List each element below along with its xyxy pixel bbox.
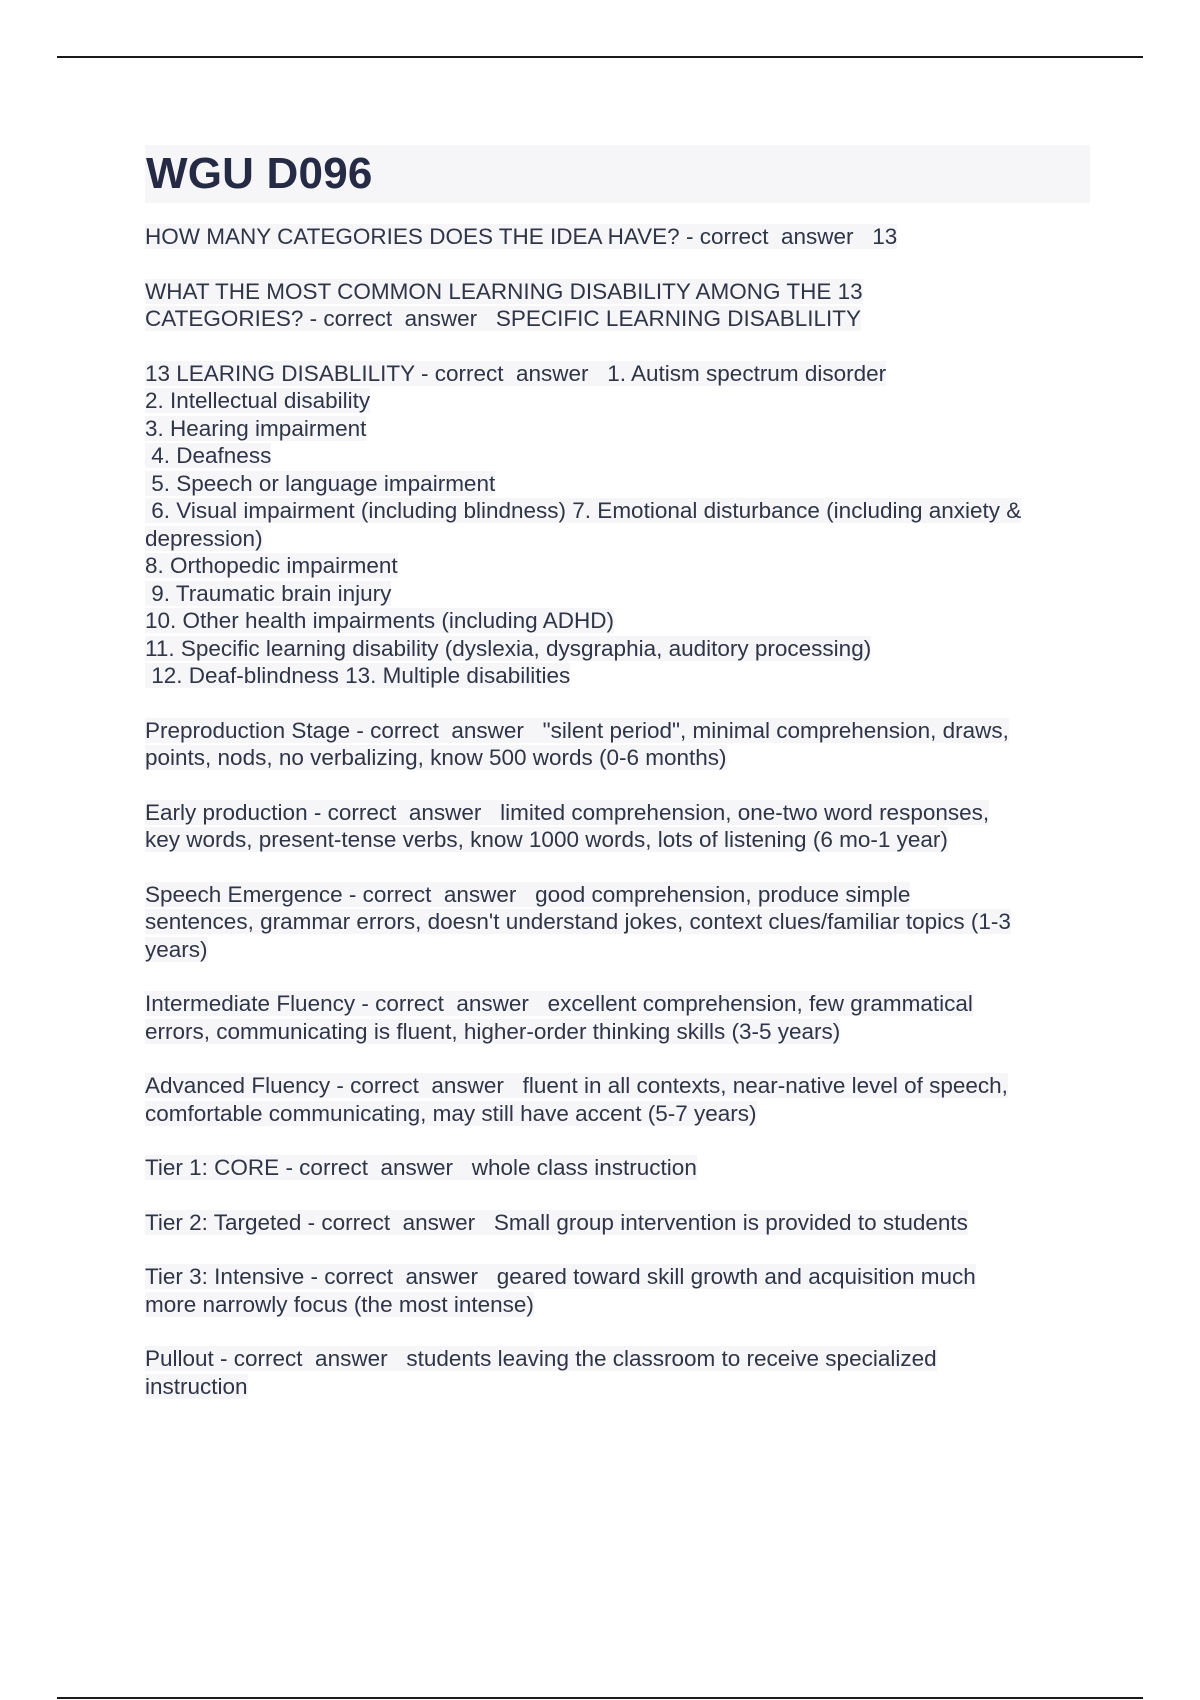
qa-line — [145, 497, 1090, 525]
qa-item — [145, 1209, 1090, 1237]
qa-line-text: Speech Emergence - correct answer good comprehension, produce simple — [145, 881, 911, 907]
qa-line — [145, 305, 1090, 333]
qa-line — [145, 717, 1090, 745]
qa-item — [145, 1072, 1090, 1127]
qa-line-text: points, nods, no verbalizing, know 500 words (0-6 months) — [145, 745, 727, 770]
qa-line-text: sentences, grammar errors, doesn't understand jokes, context clues/familiar topics (1-3 — [145, 909, 1011, 934]
qa-line-text: 10. Other health impairments (including ADHD) — [145, 608, 614, 633]
qa-line-text: Early production - correct answer limited comprehension, one-two word responses, — [145, 799, 990, 825]
qa-line-text: 8. Orthopedic impairment — [145, 553, 398, 578]
qa-line-text: 11. Specific learning disability (dyslexia, dysgraphia, auditory processing) — [145, 635, 872, 661]
qa-line-text: Tier 1: CORE - correct answer whole class instruction — [145, 1155, 697, 1180]
qa-line-text: 2. Intellectual disability — [145, 388, 371, 413]
qa-line — [145, 1100, 1090, 1128]
qa-line-text: years) — [145, 936, 208, 962]
qa-line — [145, 1154, 1090, 1182]
qa-item — [145, 881, 1090, 964]
qa-line-text: instruction — [145, 1373, 248, 1399]
qa-line-text: Advanced Fluency - correct answer fluent in all contexts, near-native level of speech, — [145, 1073, 1008, 1098]
qa-line — [145, 936, 1090, 964]
qa-line — [145, 223, 1090, 251]
qa-item — [145, 799, 1090, 854]
qa-line-text: Pullout - correct answer students leaving the classroom to receive specialized — [145, 1346, 937, 1371]
qa-line — [145, 1345, 1090, 1373]
qa-line-text: 3. Hearing impairment — [145, 415, 367, 441]
qa-line-text: more narrowly focus (the most intense) — [145, 1291, 534, 1317]
qa-line-text: 6. Visual impairment (including blindness) 7. Emotional disturbance (including anxiety & — [145, 498, 1022, 523]
qa-line — [145, 470, 1090, 498]
qa-line-text: comfortable communicating, may still have accent (5-7 years) — [145, 1100, 757, 1126]
qa-item — [145, 1154, 1090, 1182]
qa-line — [145, 442, 1090, 470]
qa-line — [145, 1018, 1090, 1046]
qa-item — [145, 223, 1090, 251]
qa-line-text: Intermediate Fluency - correct answer excellent comprehension, few grammatical — [145, 991, 973, 1016]
qa-line — [145, 908, 1090, 936]
qa-line-text: errors, communicating is fluent, higher-order thinking skills (3-5 years) — [145, 1018, 841, 1044]
qa-item — [145, 1263, 1090, 1318]
footer-rule — [57, 1697, 1143, 1699]
qa-line-text: 4. Deafness — [145, 443, 272, 468]
qa-line-text: 12. Deaf-blindness 13. Multiple disabilities — [145, 663, 571, 688]
qa-line — [145, 799, 1090, 827]
qa-line-text: Preproduction Stage - correct answer "silent period", minimal comprehension, draws, — [145, 717, 1009, 743]
qa-line — [145, 1373, 1090, 1401]
qa-line — [145, 1263, 1090, 1291]
qa-line — [145, 881, 1090, 909]
qa-line-text: key words, present-tense verbs, know 1000 words, lots of listening (6 mo-1 year) — [145, 827, 948, 852]
qa-line-text: 5. Speech or language impairment — [145, 470, 496, 496]
document-body — [145, 145, 1090, 1427]
qa-line — [145, 1072, 1090, 1100]
qa-line-text: 9. Traumatic brain injury — [145, 580, 392, 606]
page-title: WGU D096 — [145, 145, 1090, 203]
qa-line-text: Tier 2: Targeted - correct answer Small group intervention is provided to students — [145, 1209, 968, 1235]
qa-line — [145, 360, 1090, 388]
qa-item — [145, 278, 1090, 333]
qa-line — [145, 387, 1090, 415]
qa-list — [145, 223, 1090, 1400]
qa-line — [145, 1209, 1090, 1237]
qa-line — [145, 552, 1090, 580]
qa-line-text: WHAT THE MOST COMMON LEARNING DISABILITY AMONG THE 13 — [145, 278, 863, 304]
qa-line-text: HOW MANY CATEGORIES DOES THE IDEA HAVE? - correct answer 13 — [145, 224, 898, 249]
header-rule — [57, 56, 1143, 58]
qa-item — [145, 990, 1090, 1045]
qa-item — [145, 1345, 1090, 1400]
qa-item — [145, 717, 1090, 772]
qa-line — [145, 826, 1090, 854]
qa-line — [145, 415, 1090, 443]
qa-item — [145, 360, 1090, 690]
qa-line — [145, 580, 1090, 608]
qa-line-text: Tier 3: Intensive - correct answer geared toward skill growth and acquisition much — [145, 1264, 976, 1289]
qa-line — [145, 607, 1090, 635]
qa-line — [145, 635, 1090, 663]
qa-line-text: CATEGORIES? - correct answer SPECIFIC LEARNING DISABLILITY — [145, 306, 862, 331]
qa-line — [145, 525, 1090, 553]
qa-line-text: depression) — [145, 525, 263, 551]
qa-line-text: 13 LEARING DISABLILITY - correct answer 1. Autism spectrum disorder — [145, 360, 887, 386]
qa-line — [145, 662, 1090, 690]
qa-line — [145, 744, 1090, 772]
qa-line — [145, 990, 1090, 1018]
qa-line — [145, 1291, 1090, 1319]
qa-line — [145, 278, 1090, 306]
